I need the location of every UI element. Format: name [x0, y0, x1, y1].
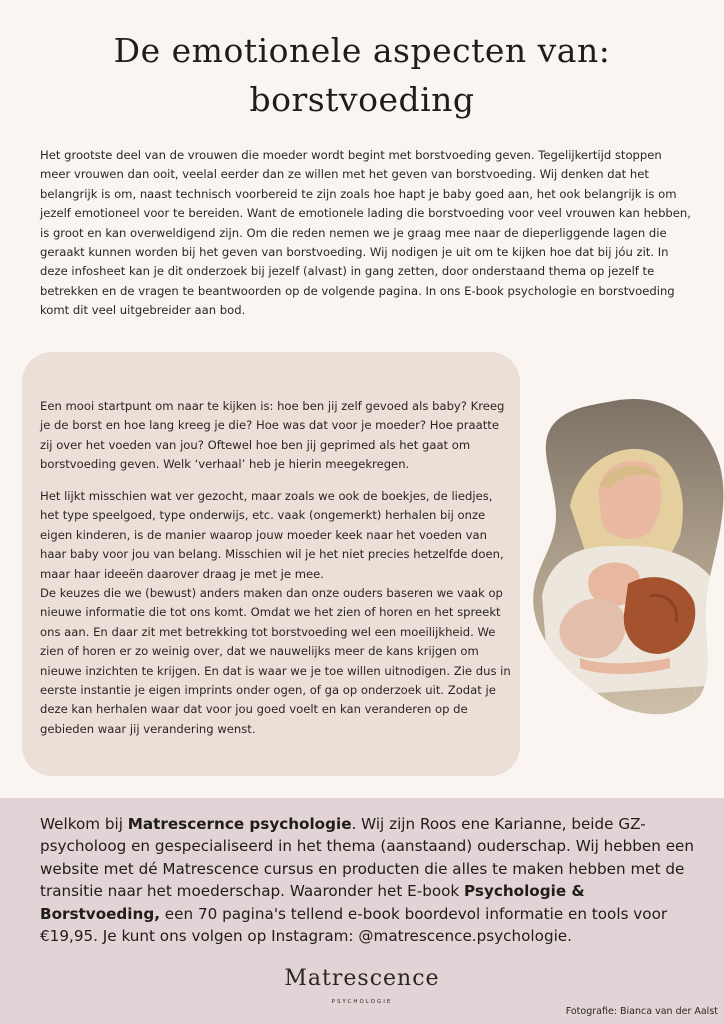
brand-name: Matrescernce psychologie [127, 815, 352, 833]
footer-text-1: Welkom bij [40, 815, 128, 833]
matrescence-logo: Matrescence [284, 966, 440, 991]
page-title-line-1: De emotionele aspecten van: [113, 31, 611, 70]
panel-paragraph-2a: Het lijkt misschien wat ver gezocht, maar zoals we ook de boekjes, de liedjes, het type speelgoed, type onderwijs, etc. vaak (ongemerkt) herhalen bij onze eigen kinderen, is de manier waarop jouw moeder keek naar het voeden van haar baby voor jou van belang. Misschien wil je het niet precies hetzelfde doen, maar haar ideeën daarover draag je met je mee. [40, 489, 504, 581]
footer-paragraph [40, 813, 700, 947]
intro-paragraph: Het grootste deel van de vrouwen die moeder wordt begint met borstvoeding geven. Tegelijkertijd stoppen meer vrouwen dan ooit, veelal eerder dan ze willen met het geven van borstvoeding. Wij denken dat het belangrijk is om, naast technisch voorbereid te zijn zoals hoe hapt je baby goed aan, het ook belangrijk is om jezelf emotioneel voor te bereiden. Want de emotionele lading die borstvoeding voor veel vrouwen kan hebben, is groot en kan overweldigend zijn. Om die reden nemen we je graag mee naar de dieperliggende lagen die geraakt kunnen worden bij het geven van borstvoeding. Wij nodigen je uit om te kijken hoe dat bij jóu zit. In deze infosheet kan je dit onderzoek bij jezelf (alvast) in gang zetten, door onderstaand thema op jezelf te betrekken en de vragen te beantwoorden op de volgende pagina. In ons E-book psychologie en borstvoeding komt dit veel uitgebreider aan bod. [40, 148, 691, 318]
footer-text-3: een 70 pagina's tellend e-book boordevol informatie en tools voor €19,95. Je kunt ons volgen op Instagram: @matrescence.psychologie. [40, 904, 668, 946]
footer-section [0, 798, 724, 1024]
panel-paragraph-1: Een mooi startpunt om naar te kijken is: hoe ben jij zelf gevoed als baby? Kreeg je de borst en hoe lang kreeg je die? Hoe was dat voor je moeder? Hoe praatte zij over het voeden van jou? Oftewel hoe ben jij geprimed als het gaat om borstvoeding geven. Welk ‘verhaal’ heb je hierin meegekregen. [40, 399, 505, 472]
page-title-line-2: borstvoeding [249, 80, 475, 119]
breastfeeding-photo [530, 396, 724, 716]
photo-credit: Fotografie: Bianca van der Aalst [565, 1006, 718, 1017]
panel-paragraph-2 [40, 487, 514, 739]
logo-subtitle: PSYCHOLOGIE [331, 999, 393, 1005]
page-title [0, 26, 724, 124]
footer-text-2: . Wij zijn Roos ene Karianne, beide GZ-psycholoog en gespecialiseerd in het thema (aanstaand) ouderschap. Wij hebben een website met dé Matrescence cursus en producten die alles te maken hebben met de transitie naar het moederschap. Waaronder het E-book [40, 815, 695, 901]
content-panel [22, 352, 520, 776]
panel-paragraph-2b: De keuzes die we (bewust) anders maken dan onze ouders baseren we vaak op nieuwe informatie die tot ons komt. Omdat we het zien of horen en het spreekt ons aan. En daar zit met betrekking tot borstvoeding wel een moeilijkheid. We zien of horen er zo weinig over, dat we nauwelijks meer de kans krijgen om nieuwe inzichten te krijgen. En dat is waar we je toe willen uitnodigen. Zie dus in eerste instantie je eigen imprints onder ogen, of ga op onderzoek uit. Zodat je deze kan herhalen waar dat voor jou goed voelt en kan veranderen op de gebieden waar jij verandering wenst. [40, 586, 511, 736]
ebook-name: Psychologie & Borstvoeding, [40, 882, 585, 923]
